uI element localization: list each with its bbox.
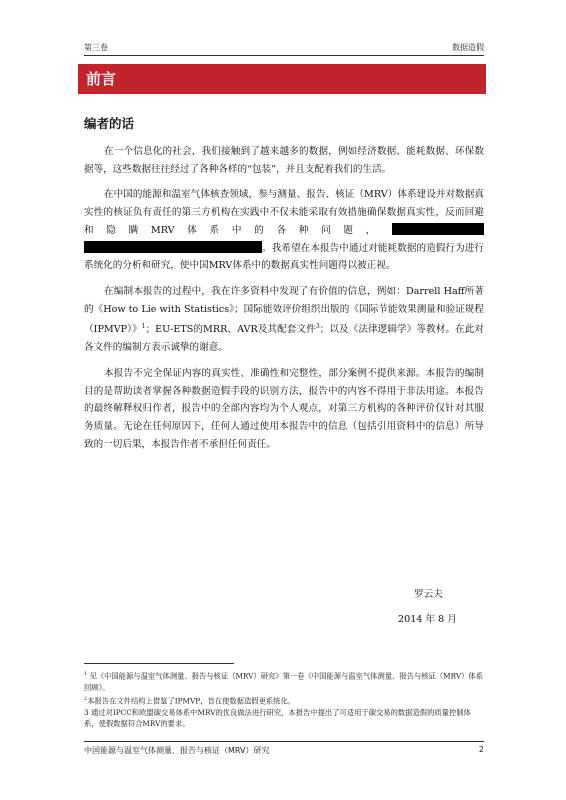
redaction-bar [84, 241, 262, 253]
paragraph-text: 在中国的能源和温室气体核查领域，参与测量、报告、核证（MRV）体系建设并对数据真实性的核证负有责任的第三方机构在实践中不仅未能采取有效措施确保数据真实性，反而回避和隐瞒MRV体系中的各种问题， [84, 189, 484, 236]
footnote-ref: 3 [315, 323, 320, 331]
header-topic: 数据造假 [452, 43, 484, 52]
footer-title: 中国能源与温室气体测量、报告与核证（MRV）研究 [84, 746, 270, 755]
paragraph: 在一个信息化的社会，我们接触到了越来越多的数据，例如经济数据、能耗数据、环保数据等，这些数据往往经过了各种各样的“包装”，并且支配着我们的生活。 [84, 146, 484, 175]
header-rule [84, 55, 484, 56]
section-banner [78, 64, 486, 94]
page-header [84, 42, 484, 54]
section-title: 前言 [86, 70, 117, 88]
body-text [84, 143, 484, 461]
footnote [84, 669, 484, 694]
signature-date: 2014 年 8 月 [398, 614, 457, 625]
author-signature: 罗云夫 [414, 589, 443, 600]
redaction-bar [392, 223, 484, 235]
footer-rule [84, 741, 484, 742]
footnote-rule [84, 663, 234, 664]
footnote: 3 通过对IPCC和欧盟碳交易体系中MRV的优良做法进行研究，本报告中提出了可适用于碳交易的数据造假的质量控制体系，使假数据符合MRV的要求。 [84, 707, 471, 729]
footnote [84, 694, 484, 707]
paragraph [84, 283, 484, 357]
paragraph-text: ；以及《法律逻辑学》等教材。在此对各文件的编制方表示诚挚的谢意。 [84, 324, 484, 354]
paragraph-text: 在编制本报告的过程中，我在许多资料中发现了有价值的信息，例如：Darrell Haff所著的《How to Lie with Statistics》；国际能效评价组织出版的《国际节能效果测量和验证规程（IPMVP）》 [84, 285, 484, 336]
footnote-mark: 1 [84, 671, 88, 677]
page-footer [84, 745, 484, 756]
footnote-ref: 1 [141, 323, 146, 331]
paragraph-text: 。我希望在本报告中通过对能耗数据的造假行为进行系统化的分析和研究，使中国MRV体系中的数据真实性问题得以被正视。 [84, 242, 484, 272]
footnote-mark: 2 [84, 695, 88, 702]
subtitle: 编者的话 [84, 116, 135, 131]
header-volume: 第三卷 [84, 43, 108, 52]
footnotes [84, 669, 484, 730]
paragraph: 本报告不完全保证内容的真实性、准确性和完整性，部分案例不提供来源。本报告的编制目的是帮助读者掌握各种数据造假手段的识别方法，报告中的内容不得用于非法用途。本报告的最终解释权归作者，报告中的全部内容均为个人观点，对第三方机构的各种评价仅针对其服务质量。无论在任何原因下，任何人通过使用本报告中的信息（包括引用资料中的信息）所导致的一切后果，本报告作者不承担任何责任。 [84, 367, 484, 450]
paragraph-text: ；EU-ETS的MRR、AVR及其配套文件 [145, 324, 316, 336]
footnote-text: 见《中国能源与温室气体测量、报告与核证（MRV）研究》第一卷《中国能源与温室气体测量、报告与核证（MRV）体系回顾》。 [84, 671, 484, 693]
page-number: 2 [478, 745, 484, 754]
footnote-text: 本报告在文件结构上借鉴了IPMVP，旨在使数据造假更系统化。 [87, 696, 296, 706]
paragraph [84, 186, 484, 275]
